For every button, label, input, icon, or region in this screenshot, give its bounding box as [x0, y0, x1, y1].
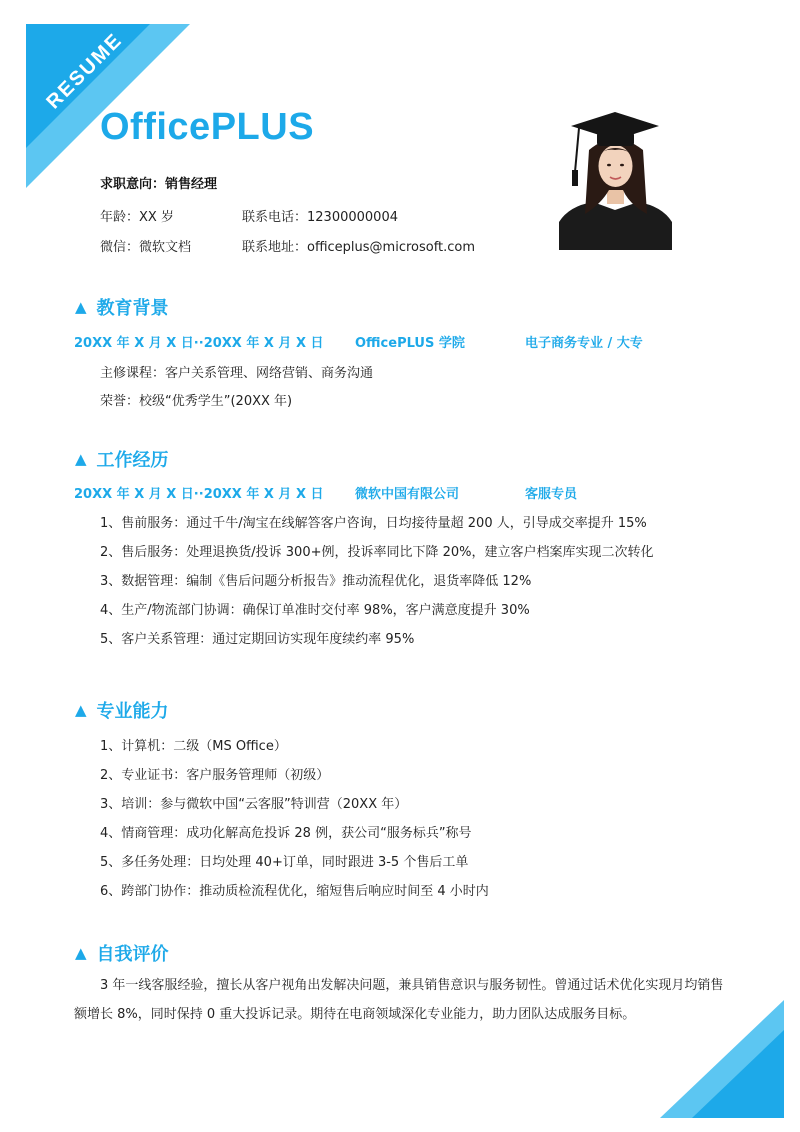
resume-corner-ribbon [0, 0, 200, 200]
self-eval-title: 自我评价 [96, 944, 169, 965]
education-school: OfficePLUS 学院 [355, 336, 465, 351]
work-title: 工作经历 [96, 450, 169, 471]
work-line: 2、售后服务：处理退换货/投诉 300+例，投诉率同比下降 20%，建立客户档案库实现二次转化 [100, 545, 654, 560]
work-role: 客服专员 [525, 487, 578, 502]
skills-title: 专业能力 [96, 701, 169, 722]
skills-section-title [75, 697, 169, 723]
skills-line: 4、情商管理：成功化解高危投诉 28 例，获公司“服务标兵”称号 [100, 826, 472, 841]
skills-line: 5、多任务处理：日均处理 40+订单，同时跟进 3-5 个售后工单 [100, 855, 469, 870]
work-company: 微软中国有限公司 [355, 487, 460, 502]
education-section-title [75, 294, 169, 320]
work-dates: 20XX 年 X 月 X 日··20XX 年 X 月 X 日 [74, 487, 324, 502]
education-line: 主修课程：客户关系管理、网络营销、商务沟通 [100, 366, 374, 381]
skills-line: 6、跨部门协作：推动质检流程优化，缩短售后响应时间至 4 小时内 [100, 884, 489, 899]
wechat-info: 微信：微软文档 [100, 240, 192, 255]
work-line: 1、售前服务：通过千牛/淘宝在线解答客户咨询，日均接待量超 200 人，引导成交率提升 15% [100, 516, 647, 531]
age-info: 年龄：XX 岁 [100, 210, 174, 225]
work-line: 3、数据管理：编制《售后问题分析报告》推动流程优化，退货率降低 12% [100, 574, 532, 589]
job-intent: 求职意向：销售经理 [100, 177, 218, 192]
triangle-icon: ▲ [75, 944, 87, 962]
education-line: 荣誉：校级“优秀学生”(20XX 年) [100, 394, 293, 409]
skills-line: 1、计算机：二级（MS Office） [100, 739, 287, 754]
triangle-icon: ▲ [75, 701, 87, 719]
resume-ribbon-text: RESUME [42, 28, 127, 114]
work-line: 4、生产/物流部门协调：确保订单准时交付率 98%，客户满意度提升 30% [100, 603, 530, 618]
work-line: 5、客户关系管理：通过定期回访实现年度续约率 95% [100, 632, 415, 647]
graduate-portrait-icon [559, 110, 672, 250]
self-eval-section-title [75, 940, 169, 966]
education-title: 教育背景 [96, 298, 169, 319]
triangle-icon: ▲ [75, 450, 87, 468]
education-major: 电子商务专业 / 大专 [525, 336, 643, 351]
profile-photo [559, 110, 672, 250]
skills-line: 3、培训：参与微软中国“云客服”特训营（20XX 年） [100, 797, 408, 812]
skills-line: 2、专业证书：客户服务管理师（初级） [100, 768, 330, 783]
candidate-name: OfficePLUS [100, 106, 315, 148]
education-dates: 20XX 年 X 月 X 日··20XX 年 X 月 X 日 [74, 336, 324, 351]
address-info: 联系地址：officeplus@microsoft.com [242, 240, 476, 255]
work-section-title [75, 446, 169, 472]
phone-info: 联系电话：12300000004 [242, 210, 398, 225]
self-eval-text: 3 年一线客服经验，擅长从客户视角出发解决问题，兼具销售意识与服务韧性。曾通过话术优化实现月均销售额增长 8%，同时保持 0 重大投诉记录。期待在电商领域深化专业能力，助力团队达成服务目标。 [74, 978, 724, 1022]
triangle-icon: ▲ [75, 298, 87, 316]
